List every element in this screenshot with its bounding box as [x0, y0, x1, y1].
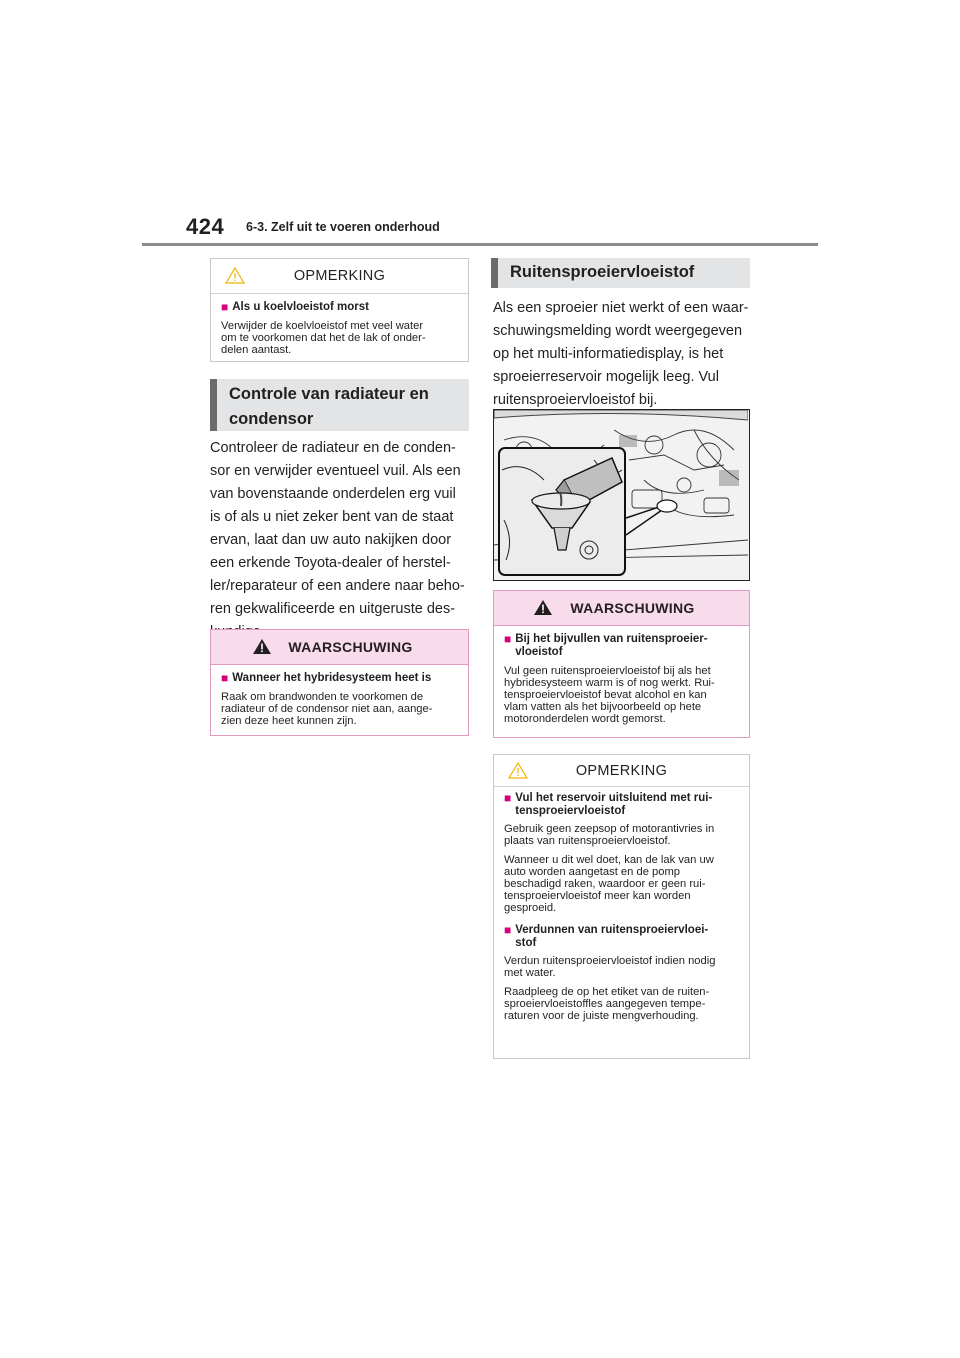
radiator-paragraph: Controleer de radiateur en de conden- sor en verwijder eventueel vuil. Als een van bovenstaande onderdelen erg vuil is of als u niet zeker bent van de staat ervan, laat dan uw auto nakijken door een erkende Toyota-dealer of herstel- ler/reparateur of een andere naar beho- ren gekwalificeerde en uitgeruste des-	[210, 440, 465, 617]
bullet-square-icon: ■	[221, 671, 229, 685]
caution-triangle-icon	[508, 762, 528, 779]
washer-paragraph: Als een sproeier niet werkt of een waar- schuwingsmelding wordt weergegeven op het multi-informatiedisplay, is het sproeierreservoir mogelijk leeg. Vul ruitensproeiervloeistof bij.	[493, 300, 749, 408]
bullet-square-icon: ■	[504, 791, 512, 805]
warning-triangle-icon	[533, 599, 553, 616]
warning-title: WAARSCHUWING	[570, 600, 695, 616]
caution-triangle-icon	[225, 267, 245, 284]
note-item-text: Gebruik geen zeepsop of motorantivries in plaats van ruitensproeiervloeistof. Wanneer u dit wel doet, kan de lak van uw auto worden aangetast en de pomp beschadigd raken, waardoor er geen rui- tensproeiervloeistof meer kan worden gesproeid.	[504, 823, 715, 914]
note-item-heading: ■ Als u koelvloeistof morst	[221, 300, 370, 314]
note-item-heading: ■ Vul het reservoir uitsluitend met rui- tensproeiervloeistof	[504, 791, 713, 817]
bullet-square-icon: ■	[504, 632, 512, 646]
engine-bay-washer-fill-illustration	[493, 409, 750, 581]
warning-box-hybrid-hot	[210, 629, 469, 736]
page-number: 424	[186, 214, 225, 239]
bullet-square-icon: ■	[504, 923, 512, 937]
warning-box-header	[494, 591, 749, 626]
note-item-text: Verdun ruitensproeiervloeistof indien nodig met water. Raadpleeg de op het etiket van de ruiten- sproeiervloeistoffles aangegeven tempe- raturen voor de juiste mengverhouding.	[504, 955, 716, 1022]
warning-item-text: Vul geen ruitensproeiervloeistof bij als het hybridesysteem warm is of nog werkt. Rui- tensproeiervloeistof bevat alcohol en kan vlam vatten als het bijvoorbeeld op hete motoronderdelen wordt gemorst.	[504, 665, 715, 725]
warning-triangle-icon	[252, 638, 272, 655]
warning-box-header	[211, 630, 468, 665]
warning-item-heading: ■ Bij het bijvullen van ruitensproeier- vloeistof	[504, 632, 708, 658]
note-item-text: Verwijder de koelvloeistof met veel water om te voorkomen dat het de lak of onder- delen aantast.	[221, 320, 426, 356]
note-box-header	[211, 259, 468, 294]
warning-item-heading: ■ Wanneer het hybridesysteem heet is	[221, 671, 432, 685]
bullet-square-icon: ■	[221, 300, 229, 314]
section-title-washer-fluid: Ruitensproeiervloeistof	[491, 258, 750, 288]
warning-box-washer-refill	[493, 590, 750, 738]
header-divider	[142, 243, 818, 246]
note-box-header	[494, 755, 749, 787]
warning-title: WAARSCHUWING	[288, 639, 413, 655]
note-title: OPMERKING	[293, 268, 386, 284]
warning-item-text: Raak om brandwonden te voorkomen de radiateur of de condensor niet aan, aange- zien deze heet kunnen zijn.	[221, 691, 433, 727]
note-title: OPMERKING	[575, 762, 668, 779]
note-item-heading: ■ Verdunnen van ruitensproeiervloei- stof	[504, 923, 709, 949]
note-box-washer-fluid	[493, 754, 750, 1059]
section-title-radiator: Controle van radiateur en condensor	[210, 379, 469, 431]
note-box-coolant	[210, 258, 469, 362]
section-reference: 6-3. Zelf uit te voeren onderhoud	[246, 220, 440, 234]
